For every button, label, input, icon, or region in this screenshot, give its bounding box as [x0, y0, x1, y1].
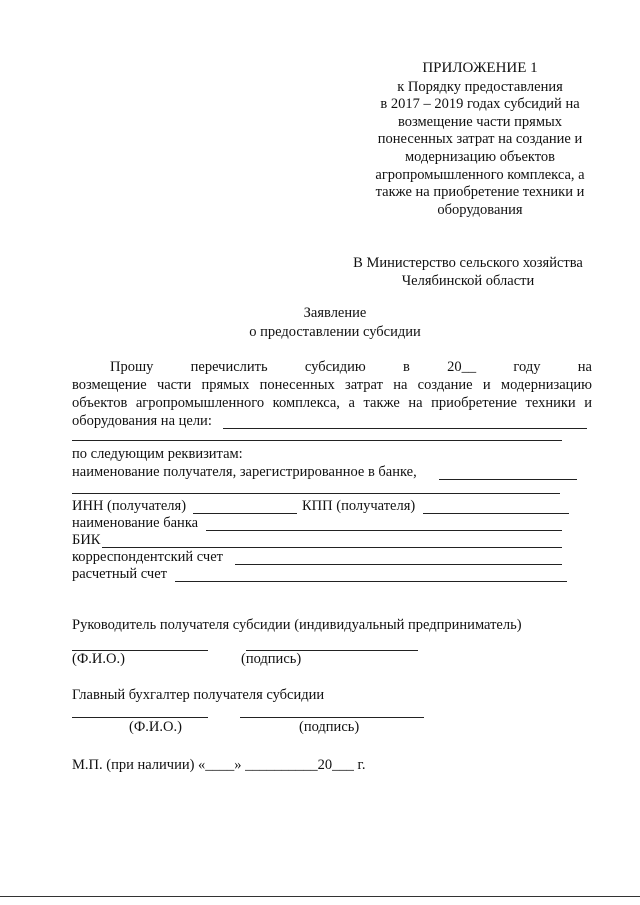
body-line-3: объектов агропромышленного комплекса, а также на приобретение техники и [72, 395, 592, 411]
addressee-line-1: В Министерство сельского хозяйства [353, 255, 583, 271]
settlement-account-input-line[interactable] [175, 581, 567, 582]
stamp-date-line [72, 757, 365, 774]
addressee-line-2: Челябинской области [401, 273, 535, 289]
kpp-input-line[interactable] [423, 513, 569, 514]
purpose-label: оборудования на цели: [72, 413, 212, 429]
head-title: Руководитель получателя субсидии (индивидуальный предприниматель) [72, 617, 522, 633]
body-first-line [72, 359, 592, 376]
year-field[interactable]: 20__ [447, 359, 477, 375]
appendix-line: возмещение части прямых [397, 113, 563, 130]
appendix-title: ПРИЛОЖЕНИЕ 1 [422, 60, 538, 76]
purpose-input-line-2[interactable] [72, 440, 562, 441]
corr-account-label: корреспондентский счет [72, 549, 223, 565]
appendix-line: также на приобретение техники и [375, 184, 585, 201]
body-word: перечислить [190, 359, 268, 375]
stamp-prefix: М.П. (при наличии) « [72, 757, 206, 773]
bank-name-input-line[interactable] [206, 530, 562, 531]
accountant-title: Главный бухгалтер получателя субсидии [72, 687, 325, 703]
body-word: субсидию [304, 359, 366, 375]
head-fio-caption: (Ф.И.О.) [72, 651, 125, 667]
document-heading [0, 304, 640, 342]
stamp-month-year: » __________20 [234, 757, 333, 773]
bik-input-line[interactable] [102, 547, 562, 548]
recipient-name-input-line-2[interactable] [72, 493, 560, 494]
acc-sign-caption: (подпись) [299, 719, 360, 735]
appendix-line: в 2017 – 2019 годах субсидий на [380, 96, 580, 113]
bik-label: БИК [72, 532, 101, 548]
page-bottom-rule [0, 896, 640, 897]
body-word: Прошу [110, 359, 154, 375]
appendix-line: к Порядку предоставления [397, 78, 563, 95]
head-sign-caption: (подпись) [241, 651, 302, 667]
body-line-2: возмещение части прямых понесенных затрат на создание и модернизацию [72, 377, 592, 393]
recipient-name-input-line[interactable] [439, 479, 577, 480]
recipient-name-label: наименование получателя, зарегистрированное в банке, [72, 464, 417, 480]
acc-fio-caption: (Ф.И.О.) [129, 719, 182, 735]
kpp-label: КПП (получателя) [302, 498, 416, 514]
stamp-day-field[interactable]: ____ [205, 757, 235, 773]
requisites-intro: по следующим реквизитам: [72, 446, 243, 462]
stamp-suffix: г. [353, 757, 366, 773]
settlement-account-label: расчетный счет [72, 566, 167, 582]
stamp-year-field[interactable]: ___ [332, 757, 354, 773]
appendix-line: модернизацию объектов [404, 148, 556, 165]
document-subtitle: о предоставлении субсидии [249, 324, 421, 340]
inn-label: ИНН (получателя) [72, 498, 187, 514]
bank-name-label: наименование банка [72, 515, 199, 531]
corr-account-input-line[interactable] [235, 564, 562, 565]
purpose-input-line[interactable] [223, 428, 587, 429]
body-word: году [513, 359, 541, 375]
acc-sign-line[interactable] [240, 717, 424, 718]
body-word: в [403, 359, 410, 375]
appendix-line: понесенных затрат на создание и [377, 131, 583, 148]
acc-fio-line[interactable] [72, 717, 208, 718]
appendix-block [330, 60, 630, 219]
inn-input-line[interactable] [193, 513, 297, 514]
addressee-block [318, 254, 618, 290]
appendix-line: оборудования [437, 201, 523, 218]
appendix-line: агропромышленного комплекса, а [375, 166, 585, 183]
document-title: Заявление [303, 305, 367, 321]
body-word: на [577, 359, 592, 375]
